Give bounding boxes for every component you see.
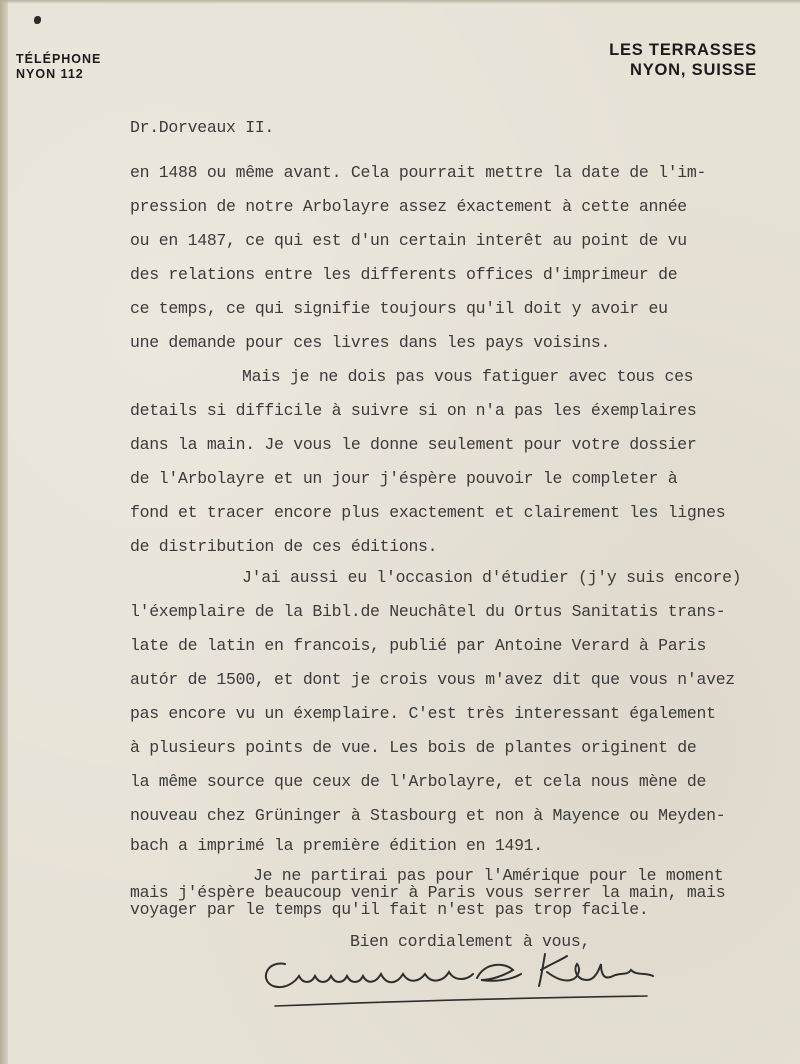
body-line: Mais je ne dois pas vous fatiguer avec tous ces [242,367,694,386]
body-line: pression de notre Arbolayre assez éxactement à cette année [130,197,687,216]
body-line: à plusieurs points de vue. Les bois de plantes originent de [130,738,697,757]
body-line: une demande pour ces livres dans les pays voisins. [130,333,611,352]
body-line: autór de 1500, et dont je crois vous m'avez dit que vous n'avez [130,670,735,689]
letterhead-address [609,40,757,80]
body-line: nouveau chez Grüninger à Stasbourg et non à Mayence ou Meyden- [130,806,726,825]
page-edge-top [0,0,800,4]
page-edge-left [0,0,8,1064]
body-line: Je ne partirai pas pour l'Amérique pour le moment [253,866,724,885]
telephone-label: TÉLÉPHONE [16,52,102,66]
body-line: bach a imprimé la première édition en 1491. [130,836,543,855]
body-line: des relations entre les differents offices d'imprimeur de [130,265,678,284]
address-line-2: NYON, SUISSE [630,61,757,79]
body-line: mais j'éspère beaucoup venir à Paris vous serrer la main, mais [130,883,726,902]
address-line-1: LES TERRASSES [609,41,757,59]
salutation: Dr.Dorveaux II. [130,118,275,137]
body-line: de l'Arbolayre et un jour j'éspère pouvoir le completer à [130,469,678,488]
body-line: fond et tracer encore plus exactement et clairement les lignes [130,503,726,522]
closing: Bien cordialement à vous, [350,932,591,951]
ink-mark [34,16,41,24]
body-line: ou en 1487, ce qui est d'un certain interêt au point de vu [130,231,687,250]
body-line: ce temps, ce qui signifie toujours qu'il doit y avoir eu [130,299,668,318]
body-line: details si difficile à suivre si on n'a pas les éxemplaires [130,401,697,420]
telephone-number: NYON 112 [16,67,84,81]
body-line: de distribution de ces éditions. [130,537,438,556]
body-line: voyager par le temps qu'il fait n'est pas trop facile. [130,900,649,919]
body-line: pas encore vu un éxemplaire. C'est très interessant également [130,704,716,723]
body-line: la même source que ceux de l'Arbolayre, et cela nous mène de [130,772,707,791]
body-line: dans la main. Je vous le donne seulement pour votre dossier [130,435,697,454]
letterhead-telephone [16,52,101,82]
handwritten-signature [255,940,675,1020]
body-line: en 1488 ou même avant. Cela pourrait mettre la date de l'im- [130,163,707,182]
body-line: late de latin en francois, publié par Antoine Verard à Paris [130,636,707,655]
body-line: J'ai aussi eu l'occasion d'étudier (j'y suis encore) [242,568,742,587]
body-line: l'éxemplaire de la Bibl.de Neuchâtel du Ortus Sanitatis trans- [130,602,726,621]
